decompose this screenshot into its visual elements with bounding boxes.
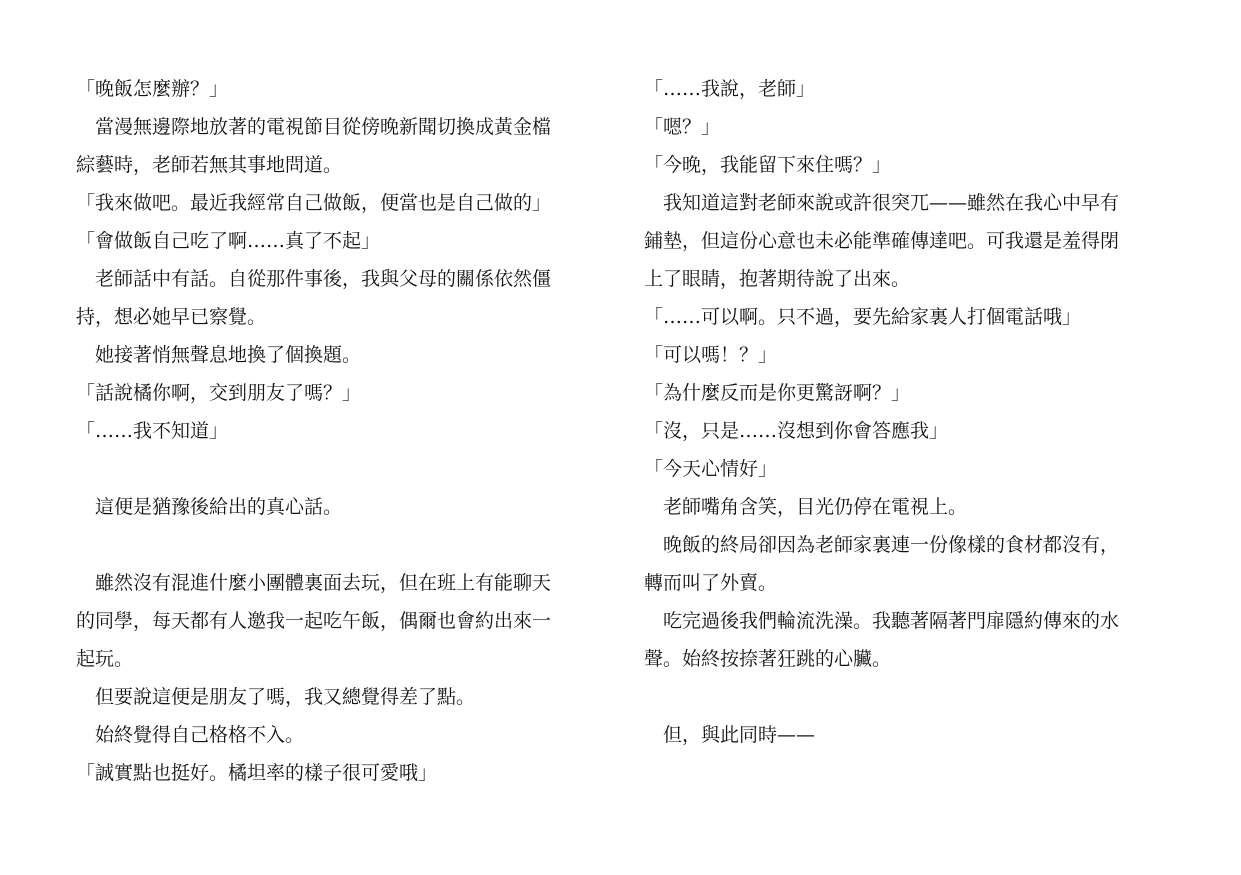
text-line: 「今天心情好」: [644, 458, 778, 480]
text-line: 這便是猶豫後給出的真心話。: [76, 496, 343, 518]
text-line: 「嗯？」: [644, 116, 721, 138]
text-line: 鋪墊，但這份心意也未必能準確傳達吧。可我還是羞得閉: [644, 230, 1120, 252]
text-line: 老師話中有話。自從那件事後，我與父母的關係依然僵: [76, 268, 552, 290]
text-line: 吃完過後我們輪流洗澡。我聽著隔著門扉隱約傳來的水: [644, 610, 1120, 632]
text-line: 「話說橘你啊，交到朋友了嗎？」: [76, 382, 362, 404]
text-line: 老師嘴角含笑，目光仍停在電視上。: [644, 496, 968, 518]
text-line: 我知道這對老師來說或許很突兀——雖然在我心中早有: [644, 192, 1120, 214]
text-line: 始終覺得自己格格不入。: [76, 724, 305, 746]
text-line: 「沒，只是……沒想到你會答應我」: [644, 420, 949, 442]
text-line: 當漫無邊際地放著的電視節目從傍晚新聞切換成黃金檔: [76, 116, 552, 138]
blank-line: [76, 526, 598, 564]
text-line: 綜藝時，老師若無其事地問道。: [76, 154, 343, 176]
right-text-column: [644, 70, 1166, 754]
text-line: 「誠實點也挺好。橘坦率的樣子很可愛哦」: [76, 762, 438, 784]
text-line: 持，想必她早已察覺。: [76, 306, 267, 328]
text-line: 「今晚，我能留下來住嗎？」: [644, 154, 892, 176]
text-line: 「我來做吧。最近我經常自己做飯，便當也是自己做的」: [76, 192, 552, 214]
text-line: 「……我不知道」: [76, 420, 229, 442]
text-line: 轉而叫了外賣。: [644, 572, 778, 594]
left-text-column: [76, 70, 598, 792]
text-line: 她接著悄無聲息地換了個換題。: [76, 344, 362, 366]
blank-line: [644, 678, 1166, 716]
text-line: 但要說這便是朋友了嗎，我又總覺得差了點。: [76, 686, 476, 708]
text-line: 晚飯的終局卻因為老師家裏連一份像樣的食材都沒有，: [644, 534, 1120, 556]
text-line: 「可以嗎！？」: [644, 344, 778, 366]
text-line: 「為什麼反而是你更驚訝啊？」: [644, 382, 911, 404]
text-line: 起玩。: [76, 648, 134, 670]
text-line: 雖然沒有混進什麼小團體裏面去玩，但在班上有能聊天: [76, 572, 552, 594]
text-line: 「……我說，老師」: [644, 78, 816, 100]
blank-line: [76, 450, 598, 488]
text-line: 「會做飯自己吃了啊……真了不起」: [76, 230, 381, 252]
text-line: 聲。始終按捺著狂跳的心臟。: [644, 648, 892, 670]
text-line: 「……可以啊。只不過，要先給家裏人打個電話哦」: [644, 306, 1082, 328]
text-line: 上了眼睛，抱著期待說了出來。: [644, 268, 911, 290]
text-line: 但，與此同時——: [644, 724, 816, 746]
text-line: 「晚飯怎麼辦？」: [76, 78, 229, 100]
text-line: 的同學，每天都有人邀我一起吃午飯，偶爾也會約出來一: [76, 610, 552, 632]
